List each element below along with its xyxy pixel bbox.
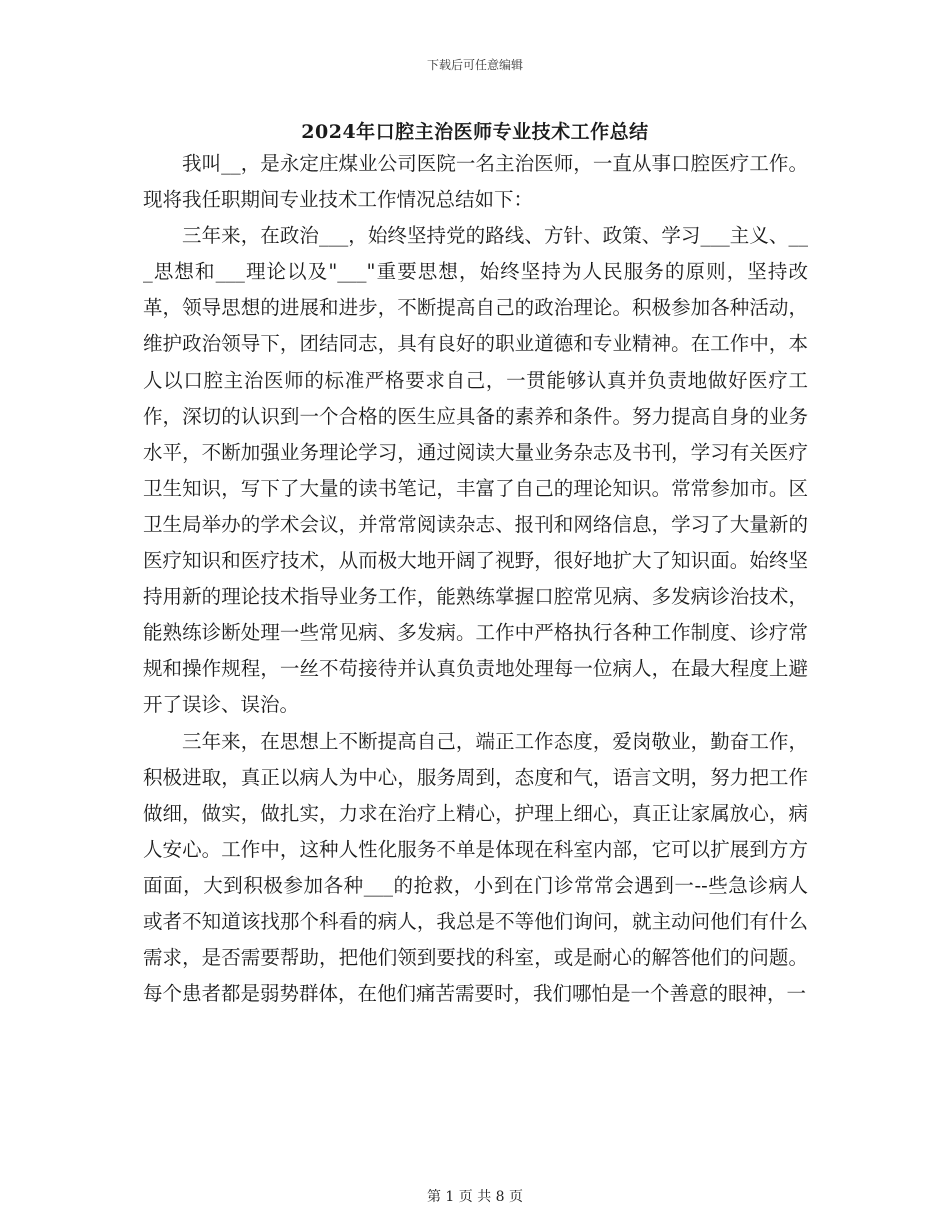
header-note: 下载后可任意编辑 [426,58,523,72]
page-number: 第 1 页 共 8 页 [426,1189,524,1205]
paragraph-intro: 我叫__，是永定庄煤业公司医院一名主治医师，一直从事口腔医疗工作。现将我任职期间专业技术工作情况总结如下： [143,152,808,212]
document-body [143,146,808,1012]
paragraph-politics: 三年来，在政治___，始终坚持党的路线、方针、政策、学习___主义、___思想和___理论以及"___"重要思想，始终坚持为人民服务的原则，坚持改革，领导思想的进展和进步，不断提高自己的政治理论。积极参加各种活动，维护政治领导下，团结同志，具有良好的职业道德和专业精神。在工作中，本人以口腔主治医师的标准严格要求自己，一贯能够认真并负责地做好医疗工作，深切的认识到一个合格的医生应具备的素养和条件。努力提高自身的业务水平，不断加强业务理论学习，通过阅读大量业务杂志及书刊，学习有关医疗卫生知识，写下了大量的读书笔记，丰富了自己的理论知识。常常参加市。区卫生局举办的学术会议，并常常阅读杂志、报刊和网络信息，学习了大量新的医疗知识和医疗技术，从而极大地开阔了视野，很好地扩大了知识面。始终坚持用新的理论技术指导业务工作，能熟练掌握口腔常见病、多发病诊治技术，能熟练诊断处理一些常见病、多发病。工作中严格执行各种工作制度、诊疗常规和操作规程，一丝不苟接待并认真负责地处理每一位病人，在最大程度上避开了误诊、误治。 [143,224,808,717]
paragraph-attitude: 三年来，在思想上不断提高自己，端正工作态度，爱岗敬业，勤奋工作，积极进取，真正以病人为中心，服务周到，态度和气，语言文明，努力把工作做细，做实，做扎实，力求在治疗上精心，护理上细心，真正让家属放心，病人安心。工作中，这种人性化服务不单是体现在科室内部，它可以扩展到方方面面，大到积极参加各种___的抢救，小到在门诊常常会遇到一--些急诊病人或者不知道该找那个科看的病人，我总是不等他们询问，就主动问他们有什么需求，是否需要帮助，把他们领到要找的科室，或是耐心的解答他们的问题。每个患者都是弱势群体，在他们痛苦需要时，我们哪怕是一个善意的眼神，一 [143,729,808,1006]
document-title: 2024年口腔主治医师专业技术工作总结 [301,121,649,143]
